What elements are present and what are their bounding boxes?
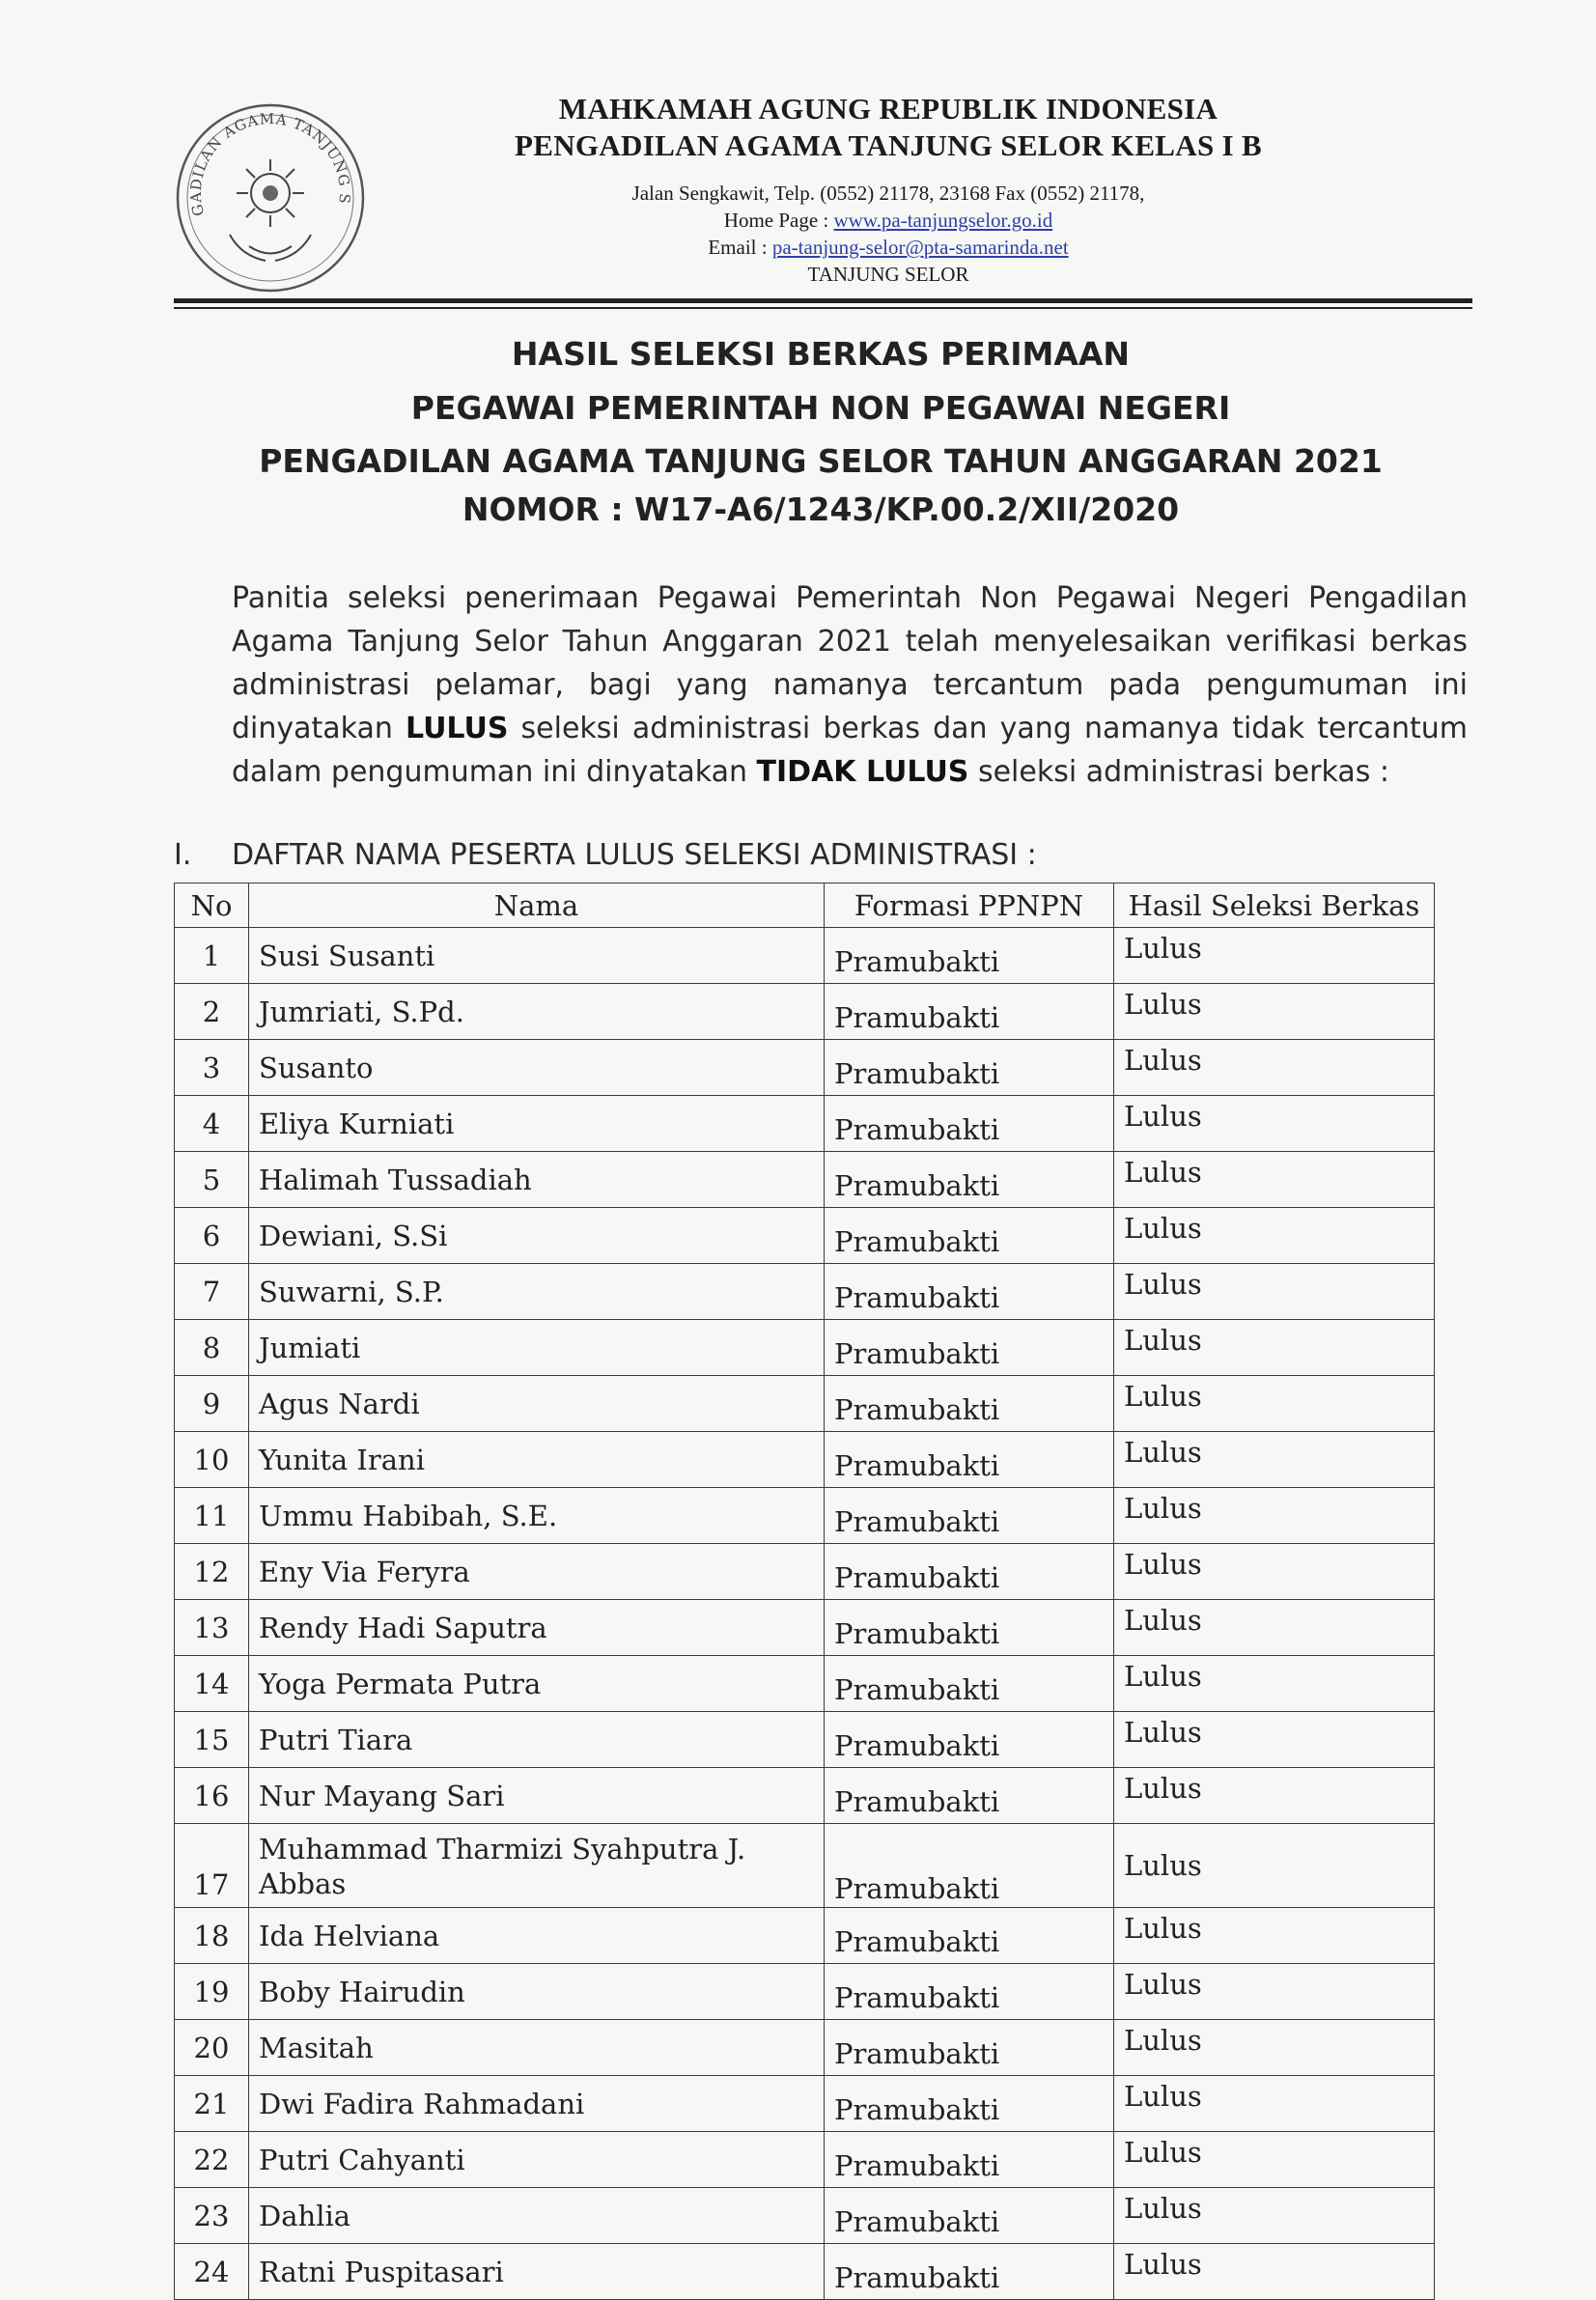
- result-cell: Lulus: [1114, 1208, 1435, 1264]
- table-row: [175, 2020, 1435, 2076]
- col-header-hasil: Hasil Seleksi Berkas: [1114, 884, 1435, 928]
- result-cell: Lulus: [1114, 1096, 1435, 1152]
- table-row: [175, 1544, 1435, 1600]
- court-seal: [174, 101, 367, 295]
- row-number: 9: [175, 1376, 249, 1432]
- result-cell: Lulus: [1114, 1264, 1435, 1320]
- formasi-cell: Pramubakti: [825, 1544, 1114, 1600]
- table-row: [175, 1964, 1435, 2020]
- row-number: 8: [175, 1320, 249, 1376]
- formasi-cell: Pramubakti: [825, 1376, 1114, 1432]
- table-row: [175, 984, 1435, 1040]
- row-number: 7: [175, 1264, 249, 1320]
- row-number: 2: [175, 984, 249, 1040]
- table-row: [175, 1768, 1435, 1824]
- col-header-formasi: Formasi PPNPN: [825, 884, 1114, 928]
- row-number: 3: [175, 1040, 249, 1096]
- table-row: [175, 1908, 1435, 1964]
- email-link[interactable]: pa-tanjung-selor@pta-samarinda.net: [771, 236, 1069, 259]
- formasi-cell: Pramubakti: [825, 1824, 1114, 1908]
- institution-name: MAHKAMAH AGUNG REPUBLIK INDONESIA: [558, 92, 1218, 126]
- participant-name: Dahlia: [249, 2188, 825, 2244]
- participant-name: Susi Susanti: [249, 928, 825, 984]
- result-cell: Lulus: [1114, 1908, 1435, 1964]
- row-number: 24: [175, 2244, 249, 2300]
- homepage-link[interactable]: www.pa-tanjungselor.go.id: [833, 209, 1053, 232]
- row-number: 19: [175, 1964, 249, 2020]
- table-row: [175, 1656, 1435, 1712]
- intro-text: Panitia seleksi penerimaan Pegawai Pemerintah Non Pegawai Negeri Pengadilan Agama Tanjung Selor Tahun Anggaran 2021 telah menyelesaikan verifikasi berkas administrasi pelamar, bagi yang namanya tercantum pada pengumuman ini dinyatakan: [232, 581, 1468, 745]
- row-number: 15: [175, 1712, 249, 1768]
- result-cell: Lulus: [1114, 1040, 1435, 1096]
- row-number: 20: [175, 2020, 249, 2076]
- participant-name: Susanto: [249, 1040, 825, 1096]
- row-number: 6: [175, 1208, 249, 1264]
- participant-name: Putri Tiara: [249, 1712, 825, 1768]
- formasi-cell: Pramubakti: [825, 1040, 1114, 1096]
- table-row: [175, 1264, 1435, 1320]
- result-cell: Lulus: [1114, 2244, 1435, 2300]
- result-cell: Lulus: [1114, 928, 1435, 984]
- participant-name: Muhammad Tharmizi Syahputra J. Abbas: [249, 1824, 825, 1908]
- participant-name: Dwi Fadira Rahmadani: [249, 2076, 825, 2132]
- participant-name: Ratni Puspitasari: [249, 2244, 825, 2300]
- result-cell: Lulus: [1114, 2188, 1435, 2244]
- participant-name: Jumriati, S.Pd.: [249, 984, 825, 1040]
- row-number: 11: [175, 1488, 249, 1544]
- result-cell: Lulus: [1114, 1152, 1435, 1208]
- doc-title-line-2: PEGAWAI PEMERINTAH NON PEGAWAI NEGERI: [410, 389, 1231, 427]
- result-cell: Lulus: [1114, 1712, 1435, 1768]
- formasi-cell: Pramubakti: [825, 2020, 1114, 2076]
- table-row: [175, 2132, 1435, 2188]
- row-number: 17: [175, 1824, 249, 1908]
- result-cell: Lulus: [1114, 2076, 1435, 2132]
- participant-name: Suwarni, S.P.: [249, 1264, 825, 1320]
- doc-title-line-1: HASIL SELEKSI BERKAS PERIMAAN: [511, 335, 1131, 373]
- email-label: Email :: [708, 236, 768, 259]
- participant-name: Dewiani, S.Si: [249, 1208, 825, 1264]
- table-row: [175, 2076, 1435, 2132]
- doc-number: NOMOR : W17-A6/1243/KP.00.2/XII/2020: [462, 491, 1180, 528]
- homepage-line: [425, 207, 1352, 234]
- formasi-cell: Pramubakti: [825, 1096, 1114, 1152]
- table-header-row: [175, 884, 1435, 928]
- participant-name: Ida Helviana: [249, 1908, 825, 1964]
- table-row: [175, 1152, 1435, 1208]
- result-cell: Lulus: [1114, 2132, 1435, 2188]
- court-name: PENGADILAN AGAMA TANJUNG SELOR KELAS I B: [515, 128, 1262, 162]
- result-cell: Lulus: [1114, 1488, 1435, 1544]
- formasi-cell: Pramubakti: [825, 1768, 1114, 1824]
- formasi-cell: Pramubakti: [825, 928, 1114, 984]
- formasi-cell: Pramubakti: [825, 1152, 1114, 1208]
- tidak-lulus-emphasis: TIDAK LULUS: [756, 755, 969, 789]
- formasi-cell: Pramubakti: [825, 2076, 1114, 2132]
- row-number: 5: [175, 1152, 249, 1208]
- participant-name: Ummu Habibah, S.E.: [249, 1488, 825, 1544]
- table-row: [175, 928, 1435, 984]
- section-title: DAFTAR NAMA PESERTA LULUS SELEKSI ADMINISTRASI :: [232, 838, 1037, 872]
- intro-paragraph: [232, 576, 1468, 794]
- participant-name: Jumiati: [249, 1320, 825, 1376]
- address-line: Jalan Sengkawit, Telp. (0552) 21178, 23168 Fax (0552) 21178,: [631, 182, 1145, 205]
- formasi-cell: Pramubakti: [825, 2132, 1114, 2188]
- formasi-cell: Pramubakti: [825, 984, 1114, 1040]
- email-line: [425, 234, 1352, 261]
- row-number: 1: [175, 928, 249, 984]
- result-cell: Lulus: [1114, 1600, 1435, 1656]
- participant-name: Rendy Hadi Saputra: [249, 1600, 825, 1656]
- section-number: I.: [174, 838, 192, 872]
- row-number: 4: [175, 1096, 249, 1152]
- seal-text: GADILAN AGAMA TANJUNG S: [186, 109, 354, 218]
- row-number: 21: [175, 2076, 249, 2132]
- result-cell: Lulus: [1114, 1320, 1435, 1376]
- svg-text:PENGADILAN AGAMA TANJUNG SELOR: [174, 101, 353, 217]
- result-cell: Lulus: [1114, 1376, 1435, 1432]
- formasi-cell: Pramubakti: [825, 1600, 1114, 1656]
- city-line: TANJUNG SELOR: [807, 263, 969, 286]
- table-row: [175, 1824, 1435, 1908]
- homepage-label: Home Page :: [723, 209, 829, 232]
- table-row: [175, 1096, 1435, 1152]
- table-row: [175, 2188, 1435, 2244]
- result-cell: Lulus: [1114, 984, 1435, 1040]
- result-cell: Lulus: [1114, 1432, 1435, 1488]
- participant-name: Eliya Kurniati: [249, 1096, 825, 1152]
- doc-title-line-3: PENGADILAN AGAMA TANJUNG SELOR TAHUN ANGGARAN 2021: [259, 442, 1383, 480]
- formasi-cell: Pramubakti: [825, 1908, 1114, 1964]
- result-cell: Lulus: [1114, 1964, 1435, 2020]
- formasi-cell: Pramubakti: [825, 2244, 1114, 2300]
- address-block: [425, 180, 1352, 288]
- participant-name: Nur Mayang Sari: [249, 1768, 825, 1824]
- participant-name: Yoga Permata Putra: [249, 1656, 825, 1712]
- formasi-cell: Pramubakti: [825, 1712, 1114, 1768]
- table-row: [175, 1432, 1435, 1488]
- result-cell: Lulus: [1114, 1544, 1435, 1600]
- table-row: [175, 1376, 1435, 1432]
- formasi-cell: Pramubakti: [825, 1488, 1114, 1544]
- result-cell: Lulus: [1114, 1824, 1435, 1908]
- table-row: [175, 2244, 1435, 2300]
- row-number: 12: [175, 1544, 249, 1600]
- participant-name: Halimah Tussadiah: [249, 1152, 825, 1208]
- result-cell: Lulus: [1114, 2020, 1435, 2076]
- table-row: [175, 1040, 1435, 1096]
- formasi-cell: Pramubakti: [825, 1432, 1114, 1488]
- formasi-cell: Pramubakti: [825, 1656, 1114, 1712]
- section-heading: [174, 838, 1037, 872]
- col-header-no: No: [175, 884, 249, 928]
- results-table: [174, 883, 1435, 2300]
- row-number: 10: [175, 1432, 249, 1488]
- col-header-nama: Nama: [249, 884, 825, 928]
- header-divider-thin: [174, 307, 1472, 309]
- lulus-emphasis: LULUS: [406, 712, 509, 745]
- table-row: [175, 1712, 1435, 1768]
- formasi-cell: Pramubakti: [825, 1964, 1114, 2020]
- row-number: 16: [175, 1768, 249, 1824]
- header-divider-thick: [174, 298, 1472, 303]
- participant-name: Yunita Irani: [249, 1432, 825, 1488]
- row-number: 14: [175, 1656, 249, 1712]
- participant-name: Putri Cahyanti: [249, 2132, 825, 2188]
- table-row: [175, 1488, 1435, 1544]
- participant-name: Boby Hairudin: [249, 1964, 825, 2020]
- participant-name: Masitah: [249, 2020, 825, 2076]
- row-number: 23: [175, 2188, 249, 2244]
- row-number: 22: [175, 2132, 249, 2188]
- table-row: [175, 1600, 1435, 1656]
- result-cell: Lulus: [1114, 1656, 1435, 1712]
- formasi-cell: Pramubakti: [825, 1264, 1114, 1320]
- row-number: 13: [175, 1600, 249, 1656]
- row-number: 18: [175, 1908, 249, 1964]
- formasi-cell: Pramubakti: [825, 2188, 1114, 2244]
- result-cell: Lulus: [1114, 1768, 1435, 1824]
- formasi-cell: Pramubakti: [825, 1208, 1114, 1264]
- participant-name: Agus Nardi: [249, 1376, 825, 1432]
- table-row: [175, 1320, 1435, 1376]
- formasi-cell: Pramubakti: [825, 1320, 1114, 1376]
- table-row: [175, 1208, 1435, 1264]
- intro-text: seleksi administrasi berkas :: [968, 755, 1389, 789]
- participant-name: Eny Via Feryra: [249, 1544, 825, 1600]
- intro-text: seleksi administrasi berkas dan yang namanya tidak tercantum dalam pengumuman ini dinyatakan: [232, 712, 1468, 789]
